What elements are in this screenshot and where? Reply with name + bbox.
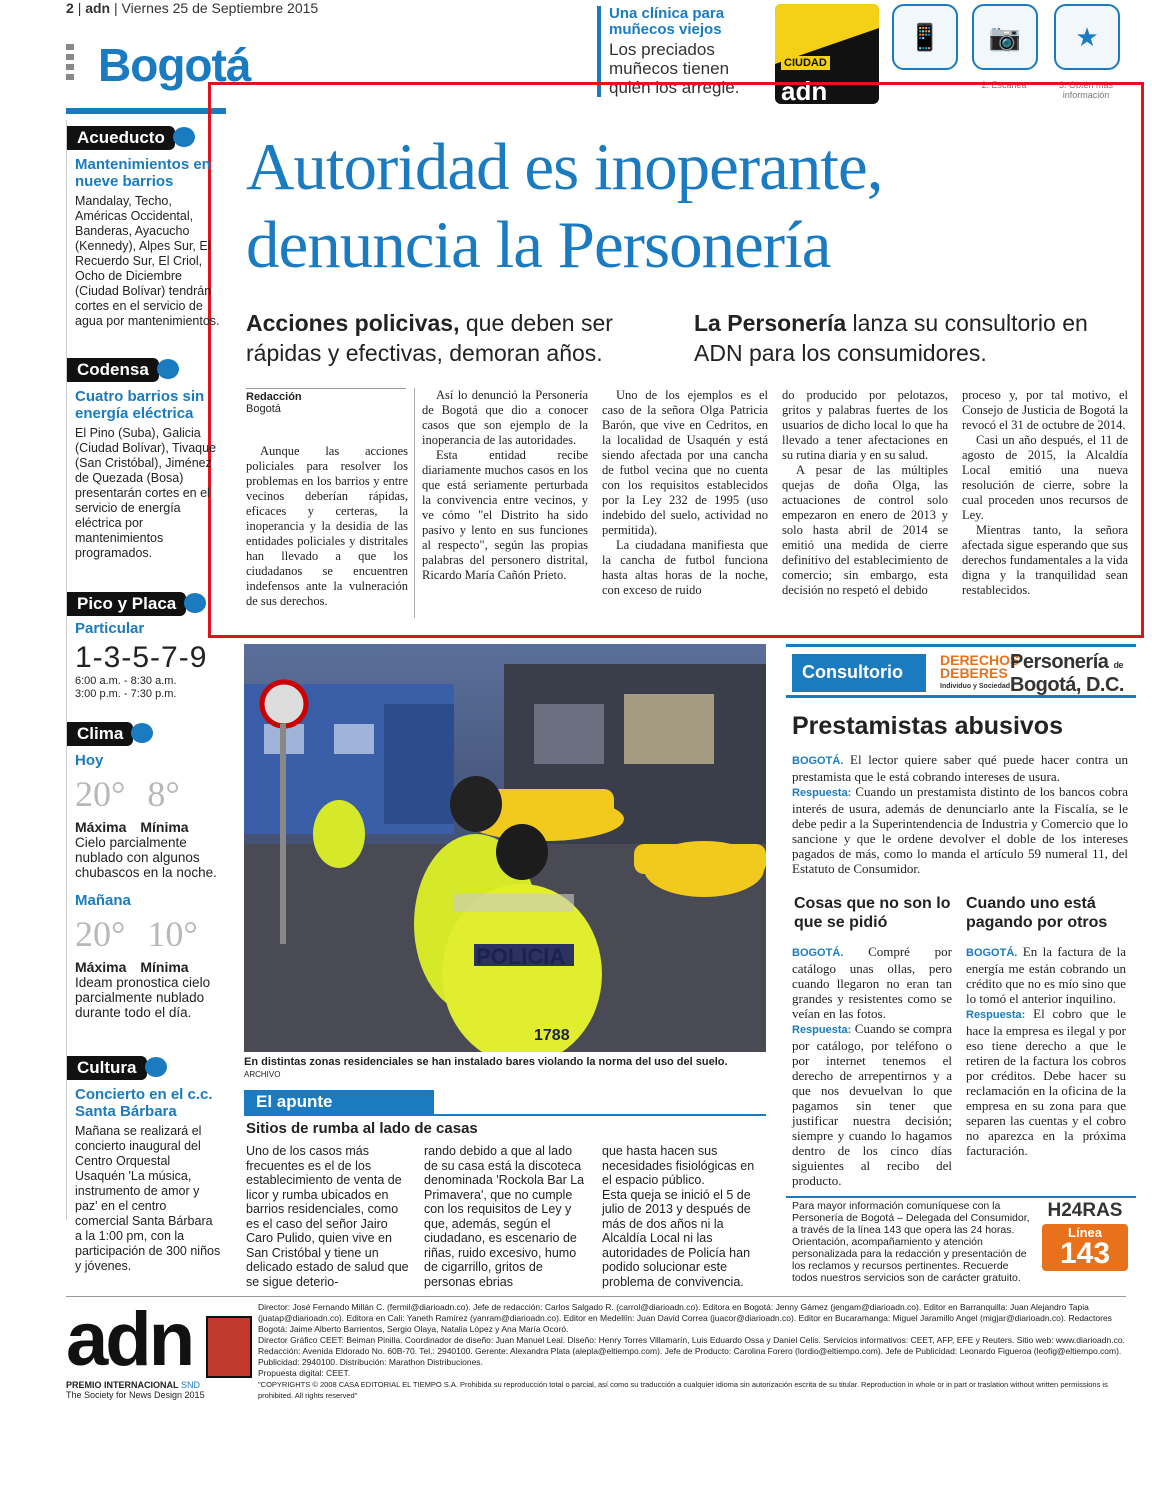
left-a-label: Respuesta: [792, 1024, 852, 1036]
deck-left-bold: Acciones policivas, [246, 310, 460, 336]
deck-right-bold: La Personería [694, 310, 847, 336]
right-a-text: El cobro que le hace la empresa es ilegal y por eso tiene derecho a que le retiren de la factura los cobros por créditos. Debe hacer su reclamación en la oficina de la empresa en su zona para que separen las cuentas y el cobro no aparezca en la próxima facturación. [966, 1006, 1126, 1158]
clima-today-min: 8° [147, 774, 180, 814]
sidebar-text-cultura: Mañana se realizará el concierto inaugural del Centro Orquestal Usaquén 'La música, instrumento de amor y paz' en el centro comercial Santa Bárbara a la 1:00 pm, con la participación de 300 niños y jóvenes. [75, 1124, 221, 1273]
consultorio-right-qa [966, 944, 1126, 1158]
pico-hours-2: 3:00 p.m. - 7:30 p.m. [75, 688, 177, 700]
clima-today-temps [75, 773, 227, 815]
article-col-5 [962, 388, 1128, 598]
col5a-text: proceso y, por tal motivo, el Consejo de Justicia de Bogotá la revocó el 31 de octubre de 2014. [962, 388, 1128, 432]
section-title: Bogotá [98, 39, 251, 91]
left-answer [792, 1021, 952, 1188]
left-question [792, 944, 952, 1021]
step-download-icon: 📱 [892, 4, 958, 70]
consultorio-left-qa [792, 944, 952, 1188]
pico-hours-1: 6:00 a.m. - 8:30 a.m. [75, 675, 177, 687]
adn-logo: adn [66, 1297, 193, 1382]
right-answer [966, 1006, 1126, 1158]
sidebar-head-pico: Pico y Placa [67, 592, 186, 616]
premio-text [66, 1380, 205, 1400]
article-col-2 [422, 388, 588, 583]
photo-scene-illustration [244, 644, 766, 1052]
col-divider [414, 388, 415, 618]
caption-text: En distintas zonas residenciales se han instalado bares violando la norma del uso del suelo. [244, 1056, 728, 1068]
award-image [206, 1316, 252, 1378]
left-q-label: BOGOTÁ. [792, 947, 844, 959]
col5b-text: Casi un año después, el 11 de agosto de 2015, la Alcaldía Local emitió una nueva resolución de cierre, sobre la cual proceden unos recursos de Ley. [962, 433, 1128, 522]
badge-label: CIUDAD [781, 56, 830, 70]
clima-today-text: Cielo parcialmente nublado con algunos chubascos en la noche. [75, 835, 217, 880]
headline-line-2: denuncia la Personería [246, 208, 831, 282]
linea-block [1042, 1224, 1128, 1271]
byline-place: Bogotá [246, 403, 281, 415]
sidebar-head-clima: Clima [67, 722, 133, 746]
photo-vest-number: 1788 [534, 1027, 570, 1044]
min-label: Mínima [140, 819, 189, 835]
sidebar-head-cultura: Cultura [67, 1056, 147, 1080]
linea-number: 143 [1059, 1237, 1111, 1270]
step-label-3: 3. Obtén más información [1058, 80, 1114, 100]
caption-credit: ARCHIVO [244, 1070, 281, 1079]
apunte-tag: El apunte [244, 1090, 434, 1116]
article-photo [244, 644, 766, 1052]
clima-today-mm [75, 819, 227, 835]
clima-tomorrow-min: 10° [147, 914, 198, 954]
sidebar-text-codensa: El Pino (Suba), Galicia (Ciudad Bolívar), Tivaque (San Cristóbal), Jiménez de Quezada (Bosa) presentarán cortes en el servicio de energía eléctrica por mantenimientos programados. [75, 426, 217, 560]
deck-right-rest: lanza su consultorio en ADN para los consumidores. [694, 310, 1088, 366]
premio-snd: SND [181, 1380, 201, 1390]
col4a-text: do producido por pelotazos, gritos y palabras fuertes de los usuarios de dicho local lo que ha llevado a tener afectaciones en su rutina diaria y en su salud. [782, 388, 948, 462]
linea-word: Línea [1068, 1225, 1102, 1240]
section-dots [66, 44, 74, 84]
main-q-text: El lector quiere saber qué puede hacer contra un prestamista que le está cobrando intereses de usura. [792, 752, 1128, 784]
headline-line-1: Autoridad es inoperante, [246, 130, 883, 204]
deck-left [246, 308, 666, 368]
apunte-title: Sitios de rumba al lado de casas [246, 1120, 478, 1137]
deck-left-rest: que deben ser rápidas y efectivas, demoran años. [246, 310, 613, 366]
left-q-text: Compré por catálogo unas ollas, pero cuando llegaron no eran tan grandes y resistentes como se veían en las fotos. [792, 944, 952, 1021]
sidebar [66, 120, 226, 1273]
consultorio-left-title: Cosas que no son lo que se pidió [794, 895, 951, 931]
premio-line-1: PREMIO INTERNACIONAL [66, 1380, 179, 1390]
max-label: Máxima [75, 819, 127, 835]
derechos-deberes-logo [940, 654, 1019, 693]
step-info-icon: ★ [1054, 4, 1120, 70]
main-a-label: Respuesta: [792, 787, 852, 799]
teaser-title: Una clínica para muñecos viejos [609, 5, 725, 38]
right-q-text: En la factura de la energía me están cobrando un crédito que no es mío sino que lo tomó el anterior inquilino. [966, 944, 1126, 1006]
min-label-2: Mínima [140, 959, 189, 975]
sidebar-acueducto [67, 126, 227, 329]
dd-derechos: DERECHOS [940, 652, 1020, 668]
main-q-label: BOGOTÁ. [792, 755, 844, 767]
photo-vest-text: POLICIA [476, 944, 566, 969]
teaser-text: Los preciados muñecos tienen quién los arregle. [609, 40, 740, 97]
byline-name: Redacción [246, 391, 302, 403]
right-a-label: Respuesta: [966, 1009, 1026, 1021]
section-rule [66, 108, 226, 114]
left-a-text: Cuando se compra por catálogo, por teléfono o por internet tenemos el derecho de arrepentirnos y a que nos devuelvan lo que pagamos sin tener que justificar nuestra decisión; siempre y cuando lo hagamos dentro de los cinco días siguientes al recibo del producto. [792, 1021, 952, 1188]
right-question [966, 944, 1126, 1006]
col2a-text: Así lo denunció la Personería de Bogotá que dio a conocer casos que son ejemplo de la inoperancia de las autoridades. [422, 388, 588, 447]
brand-small: adn [85, 0, 111, 16]
col5c-text: Mientras tanto, la señora afectada sigue esperando que sus derechos fundamentales a la vida digna y la tranquilidad sean restablecidos. [962, 523, 1128, 597]
sidebar-sub-codensa: Cuatro barrios sin energía eléctrica [75, 388, 205, 422]
credits [258, 1302, 1126, 1401]
apunte-col3a: que hasta hacen sus necesidades fisiológicas en el espacio público. [602, 1144, 755, 1187]
credits-2: Director Gráfico CEET: Beiman Pinilla. Coordinador de diseño: Juan Manuel Leal. Diseño: Henry Torres Villamarín, Luis Eduardo Ossa y Daniel Celis. Servicios informativos: CEET, AFP, EFE y Reuters. Sitio web: www.diarioadn.co. Redacción: Avenida Eldorado No. 60B-70. Tel.: 2940100. Gerente: Alexandra Plata (alepla@eltiempo.com). Jefe de Producto: Carolina Forero (lordio@eltiempo.com). Jefe de Publicidad: Leonardo Figueroa (leofig@eltiempo.com). Publicidad: 2940100. Distribución: Marathon Distribuciones. [258, 1335, 1125, 1367]
col3a-text: Uno de los ejemplos es el caso de la señora Olga Patricia Barón, que vive en Cedritos, en la localidad de Usaquén y está siendo afectada por una cancha de futbol vecina que no cuenta con los requisitos establecidos por la Ley 232 de 1995 (uso indebido del suelo, actividad no permitida). [602, 388, 768, 537]
clima-tomorrow-mm [75, 959, 227, 975]
col1-text: Aunque las acciones policiales para resolver los problemas en los barrios y entre vecinos deberían rápidas, eficaces y certeras, la inoperancia y la desidia de las entidades policiales y distritales han llevado a que los ciudadanos se encuentren indefensos ante la vulneración de sus derechos. [246, 444, 408, 608]
apunte-col-1: Uno de los casos más frecuentes es el de los establecimiento de venta de licor y rumba ubicados en barrios residenciales, como es el caso del señor Jairo Caro Pulido, quien vive en San Cristóbal y tiene un delicado estado de salud que se sigue deterio- [246, 1144, 409, 1289]
consultorio-right-title: Cuando uno está pagando por otros [966, 895, 1108, 931]
sidebar-codensa [67, 358, 227, 561]
consultorio-main-qa [792, 752, 1128, 876]
apunte-col-3 [602, 1144, 766, 1289]
clima-today-label: Hoy [75, 752, 104, 769]
pico-numbers: 1-3-5-7-9 [75, 641, 208, 674]
credits-3: Propuesta digital: CEET. [258, 1368, 351, 1378]
apunte-col3b: Esta queja se inició el 5 de julio de 2013 y después de más de dos años ni la Alcaldía Local ni las autoridades de Policía han podido solucionar este problema de convivencia. [602, 1187, 751, 1289]
sidebar-sub-cultura: Concierto en el c.c. Santa Bárbara [75, 1086, 213, 1120]
dd-small: Individuo y Sociedad [940, 683, 1011, 690]
main-question [792, 752, 1128, 784]
clima-today-max: 20° [75, 774, 126, 814]
dd-deberes: DEBERES [940, 665, 1008, 681]
byline [246, 388, 406, 415]
page-date: Viernes 25 de Septiembre 2015 [121, 0, 319, 16]
clima-tomorrow-label: Mañana [75, 892, 131, 909]
page-number: 2 [66, 0, 74, 16]
sidebar-head-codensa: Codensa [67, 358, 159, 382]
col2b-text: Esta entidad recibe diariamente muchos casos en los que está seriamente perturbada la convivencia entre vecinos, y ve cómo "el Distrito ha sido pasivo y lento en sus funciones al respecto", según las propias palabras del personero distrital, Ricardo María Cañón Prieto. [422, 448, 588, 582]
photo-caption [244, 1056, 766, 1080]
sidebar-text-acueducto: Mandalay, Techo, Américas Occidental, Banderas, Ayacucho (Kennedy), Alpes Sur, El Recuerdo Sur, El Criol, Ocho de Diciembre (Ciudad Bolívar) tendrán cortes en el servicio de agua por mantenimientos. [75, 194, 220, 328]
article-headline [246, 128, 1136, 284]
badge-brand: adn [781, 76, 828, 104]
personeria-logo [1010, 652, 1124, 695]
consultorio-footer-text: Para mayor información comuníquese con la Personería de Bogotá – Delegada del Consumidor, a través de la línea 143 que opera las 24 horas. Orientación, acompañamiento y atención personalizada para la redacción y presentación de los reclamos y recursos pertinentes. Recuerde todos nuestros servicios son de carácter gratuito. [792, 1200, 1030, 1284]
sidebar-clima [67, 722, 227, 1020]
article-col-4 [782, 388, 948, 598]
sidebar-head-acueducto: Acueducto [67, 126, 175, 150]
credits-1: Director: José Fernando Millán C. (fermil@diarioadn.co). Jefe de redacción: Carlos Salgado R. (carrol@diarioadn.co). Editora en Bogotá: Jenny Gámez (jengam@diarioadn.co). Editor en Barranquilla: Juan Alejandro Tapia (juatap@diarioadn.co). Editora en Cali: Yaneth Ramírez (yanram@diarioadn.co). Editor en Medellín: Juan David Correa (juacor@diarioadn.co). Editor en Bucaramanga: Miguel Jaramillo Angel (migjar@diarioadn.co). Redactores Bogotá: Jaime Alberto Barrientos, Sergio Olaya, Natalia López y Ana María Ocoró. [258, 1302, 1112, 1334]
consultorio-title: Prestamistas abusivos [792, 712, 1063, 740]
page-header-line: 2 | adn | Viernes 25 de Septiembre 2015 [66, 0, 319, 16]
right-q-label: BOGOTÁ. [966, 947, 1018, 959]
sidebar-sub-pico: Particular [75, 620, 145, 637]
footer-rule [66, 1296, 1126, 1297]
consultorio-tag: Consultorio [792, 654, 926, 692]
main-a-text: Cuando un prestamista distinto de los bancos cobra interés de usura, además de denunciarlo ante la Fiscalía, se le debe pedir a la Superintendencia de Industria y Comercio que lo sancione y que le ordene devolver el doble de los intereses pagados de más, como lo manda el artículo 59 numeral 11, del Estatuto de Consumidor. [792, 784, 1128, 876]
sidebar-cultura [67, 1056, 227, 1274]
horas-24: H24RAS [1047, 1200, 1123, 1221]
apunte-col-2: rando debido a que al lado de su casa está la discoteca denominada 'Rockola Bar La Primavera', que no cumple con los requisitos de Ley y que, además, según el ciudadano, es escenario de riñas, ruido excesivo, humo de cigarrillo, gritos de personas ebrias [424, 1144, 585, 1289]
col4b-text: A pesar de las múltiples quejas de doña Olga, las actuaciones de control solo empezaron en enero de 2013 y solo hasta abril de 2014 se emitió una medida de cierre definitivo del establecimiento de comercio; sin embargo, esta decisión no respetó el debido [782, 463, 948, 597]
sidebar-sub-acueducto: Mantenimientos en nueve barrios [75, 156, 211, 190]
sidebar-pico-placa [67, 592, 227, 701]
linea-143-badge[interactable] [1042, 1200, 1128, 1276]
logo-line-2: Bogotá, D.C. [1010, 674, 1124, 696]
main-answer [792, 784, 1128, 876]
badge-yellow-shape [775, 4, 879, 64]
logo-line-1: Personería [1010, 651, 1109, 673]
col3b-text: La ciudadana manifiesta que la cancha de futbol funciona hasta altas horas de la noche, con exceso de ruido [602, 538, 768, 597]
clima-tomorrow-temps [75, 913, 227, 955]
copyright: "COPYRIGHTS © 2008 CASA EDITORIAL EL TIEMPO S.A. Prohibida su reproducción total o parcial, así como su traducción a cualquier idioma sin autorización escrita de su titular. Reproduction in whole or in part or traslation without written permissions is prohibited. All rights reserved" [258, 1380, 1108, 1400]
article-col-1 [246, 444, 408, 609]
max-label-2: Máxima [75, 959, 127, 975]
logo-de: de [1113, 660, 1123, 670]
deck-right [694, 308, 1124, 368]
article-col-3 [602, 388, 768, 598]
clima-tomorrow-text: Ideam pronostica cielo parcialmente nublado durante todo el día. [75, 975, 211, 1020]
clima-tomorrow-max: 20° [75, 914, 126, 954]
premio-line-2: The Society for News Design 2015 [66, 1390, 205, 1400]
step-scan-icon: 📷 [972, 4, 1038, 70]
step-label-2: 2. Escanea [981, 80, 1027, 90]
